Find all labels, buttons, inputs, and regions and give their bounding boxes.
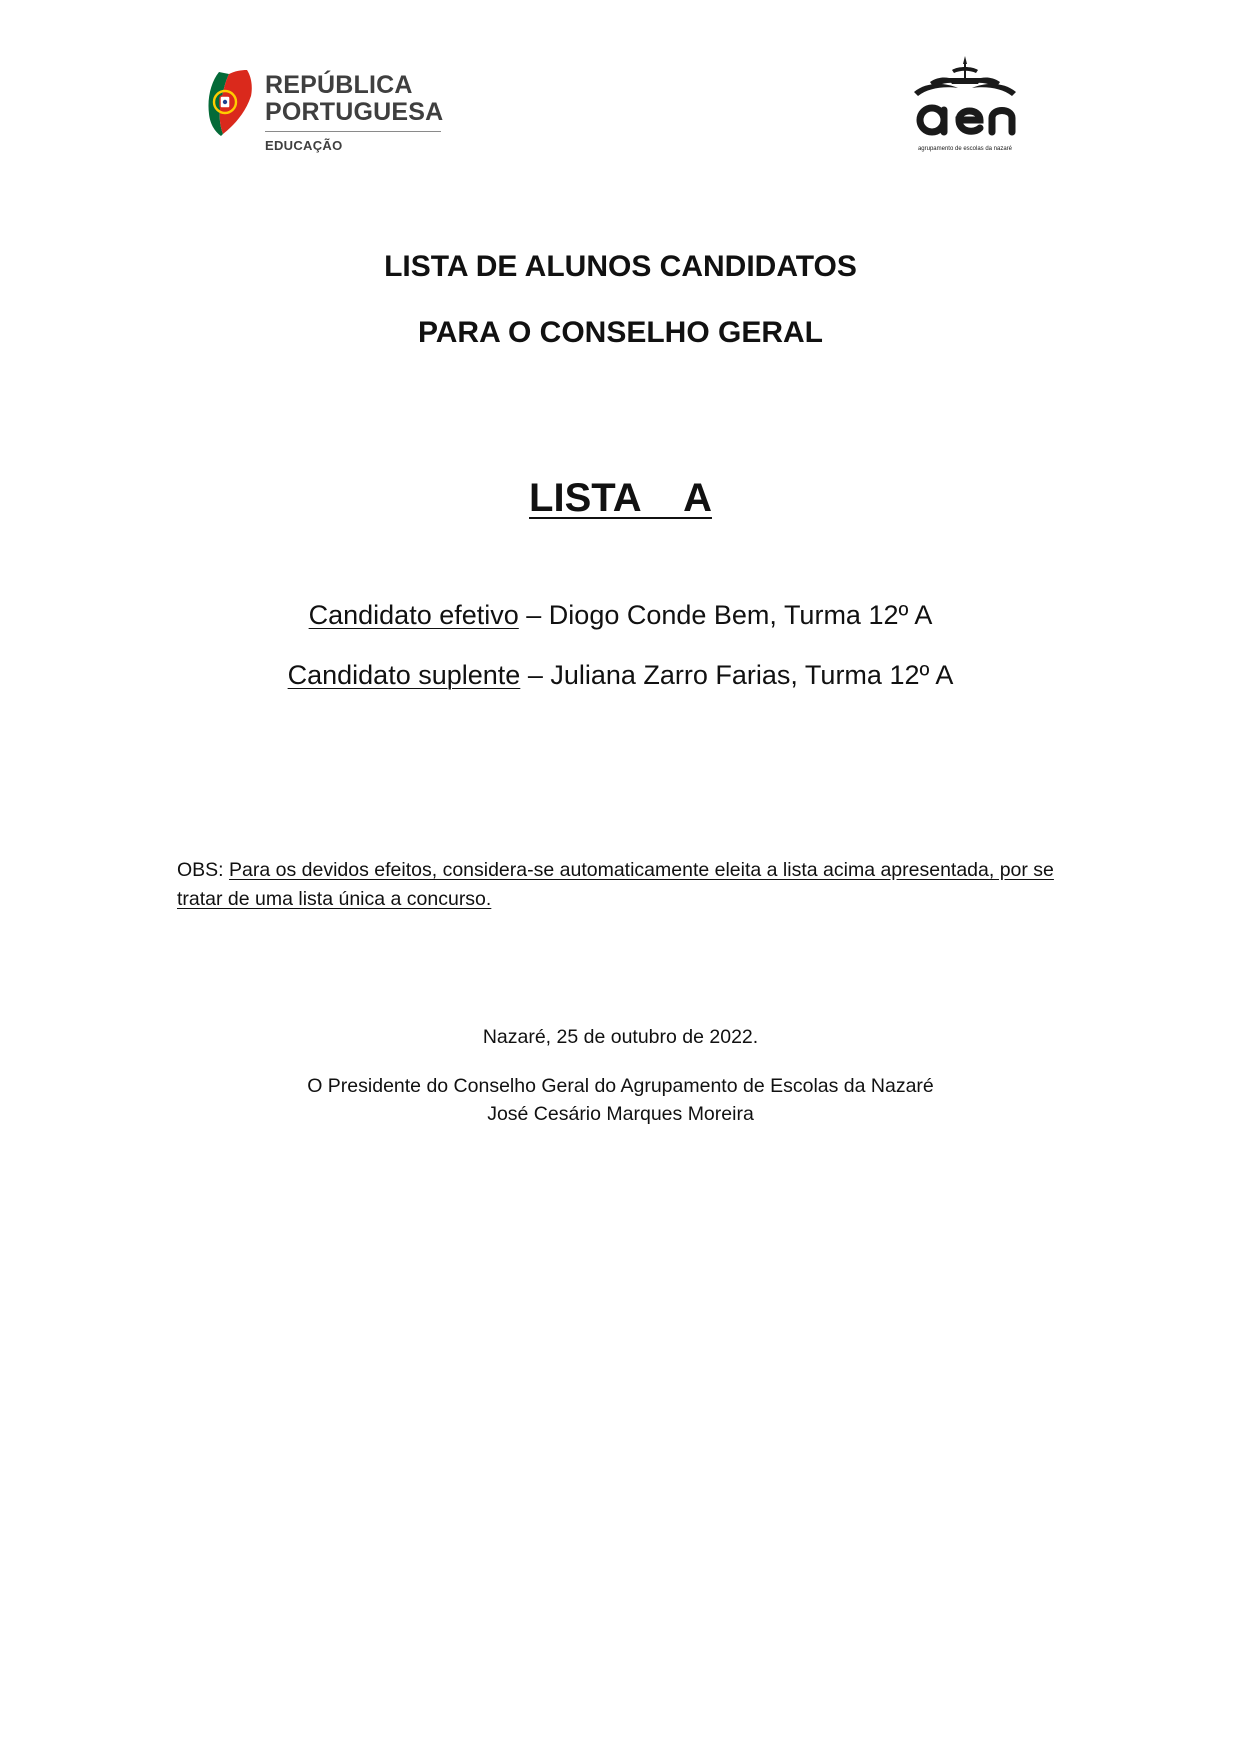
aen-wordmark-icon <box>920 108 1012 132</box>
republica-portuguesa-logo <box>205 66 445 161</box>
aen-school-logo <box>900 52 1030 157</box>
candidate-efetivo-role: Candidato efetivo <box>308 600 519 630</box>
logo-name-line2: PORTUGUESA <box>265 98 444 126</box>
republica-portuguesa-wordmark <box>265 72 443 126</box>
lista-heading-text: LISTA A <box>529 476 712 520</box>
obs-label: OBS: <box>177 859 230 881</box>
lista-heading <box>0 476 1241 521</box>
candidate-efetivo-details: – Diogo Conde Bem, Turma 12º A <box>518 600 933 630</box>
aen-crest-icon <box>914 56 1016 96</box>
president-title: O Presidente do Conselho Geral do Agrupamento de Escolas da Nazaré <box>307 1075 934 1097</box>
logo-subtitle: EDUCAÇÃO <box>265 138 343 153</box>
obs-note <box>177 856 1067 914</box>
portuguese-flag-emblem-icon <box>205 68 255 138</box>
obs-text: Para os devidos efeitos, considera-se automaticamente eleita a lista acima apresentada, por se tratar de uma lista única a concurso. <box>177 859 1054 910</box>
logo-divider <box>265 131 441 132</box>
logo-name-line1: REPÚBLICA <box>265 71 413 99</box>
document-date: Nazaré, 25 de outubro de 2022. <box>482 1026 759 1048</box>
document-title-line2: PARA O CONSELHO GERAL <box>417 316 823 349</box>
candidate-suplente-details: – Juliana Zarro Farias, Turma 12º A <box>520 660 954 690</box>
president-name: José Cesário Marques Moreira <box>487 1103 754 1125</box>
candidate-efetivo <box>0 600 1241 631</box>
candidate-suplente <box>0 660 1241 691</box>
aen-tagline: agrupamento de escolas da nazaré <box>917 146 1013 152</box>
document-title-line1: LISTA DE ALUNOS CANDIDATOS <box>384 250 857 283</box>
candidate-suplente-role: Candidato suplente <box>287 660 521 690</box>
